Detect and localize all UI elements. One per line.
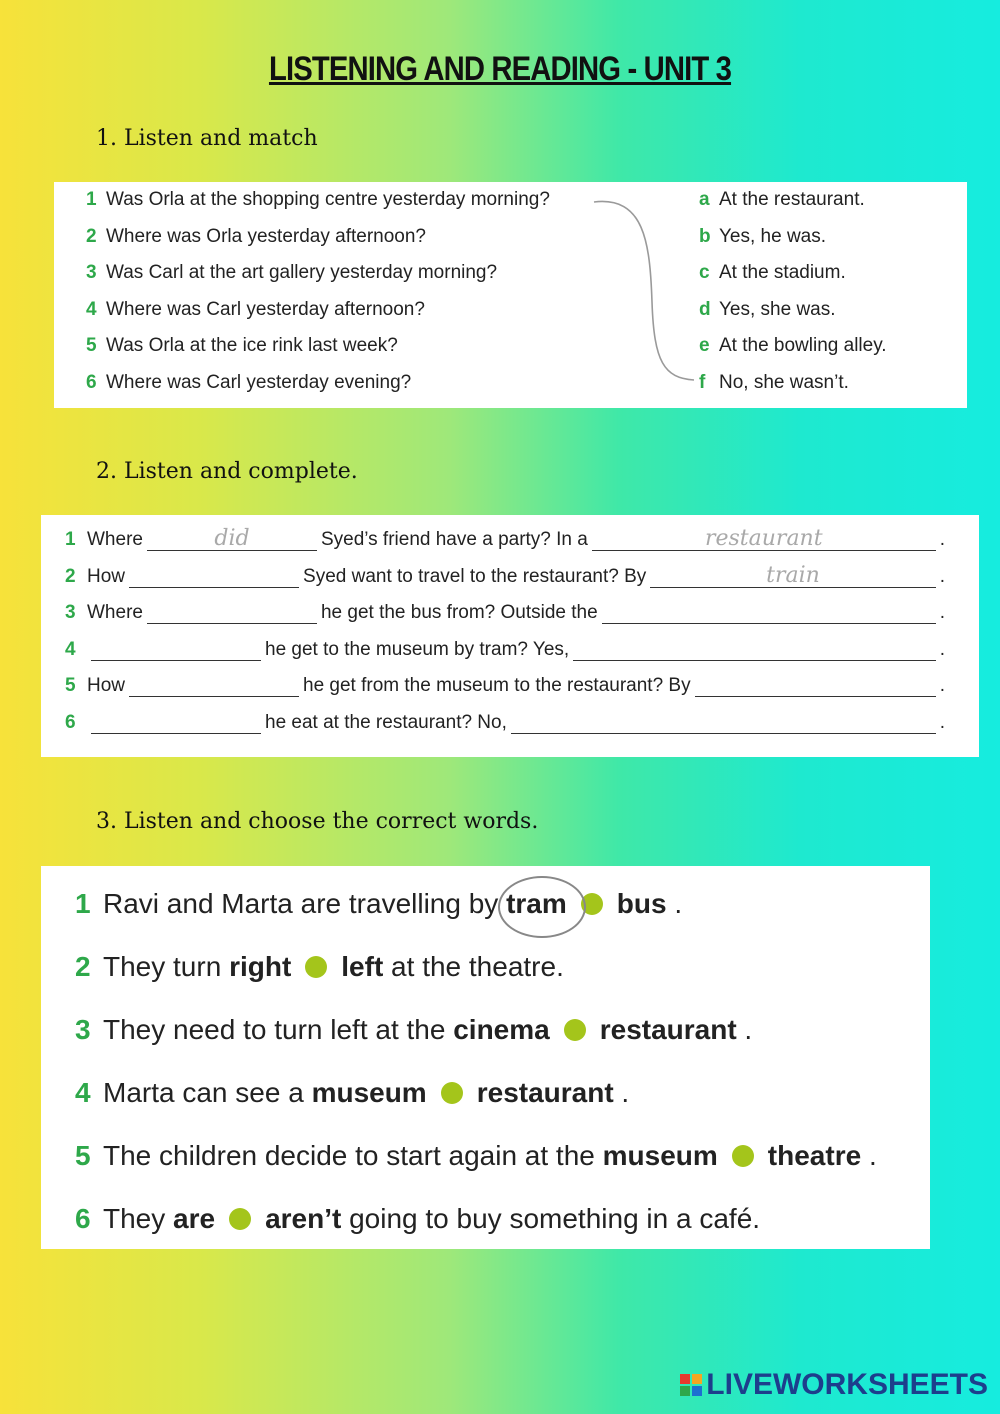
row-number: 4 bbox=[65, 638, 76, 660]
option-1[interactable]: museum bbox=[602, 1140, 718, 1171]
question-text: Where was Carl yesterday evening? bbox=[106, 371, 412, 393]
answer-blank-1[interactable] bbox=[91, 640, 261, 661]
answer-letter: e bbox=[699, 335, 710, 356]
separator-dot bbox=[441, 1082, 463, 1104]
section3-heading: 3. Listen and choose the correct words. bbox=[96, 809, 539, 834]
row-number: 1 bbox=[65, 529, 76, 550]
row-period: . bbox=[939, 638, 945, 660]
answer-blank-2[interactable] bbox=[592, 526, 936, 551]
logo-icon bbox=[680, 1374, 702, 1396]
sentence-start: Ravi and Marta are travelling by bbox=[103, 888, 507, 919]
answer-text: At the stadium. bbox=[719, 262, 846, 283]
complete-row bbox=[65, 712, 945, 734]
match-question bbox=[86, 189, 550, 211]
sentence-start: The children decide to start again at the bbox=[103, 1140, 603, 1171]
option-2[interactable]: aren’t bbox=[265, 1203, 342, 1234]
choose-row bbox=[75, 1203, 760, 1235]
match-answer[interactable] bbox=[699, 226, 826, 248]
answer-letter: b bbox=[699, 225, 711, 247]
row-number: 1 bbox=[75, 888, 91, 919]
answer-letter: a bbox=[699, 189, 710, 210]
option-2[interactable]: left bbox=[341, 951, 384, 982]
row-number: 5 bbox=[75, 1140, 91, 1171]
answer-letter: d bbox=[699, 298, 711, 320]
answer-blank-2[interactable] bbox=[511, 713, 936, 734]
row-text: he get to the museum by tram? Yes, bbox=[265, 638, 570, 660]
sentence-end: . bbox=[666, 888, 683, 919]
liveworksheets-logo bbox=[680, 1368, 988, 1402]
separator-dot bbox=[564, 1019, 586, 1041]
sentence-start: They need to turn left at the bbox=[103, 1014, 454, 1045]
question-text: Was Orla at the ice rink last week? bbox=[106, 335, 398, 356]
row-number: 5 bbox=[65, 675, 76, 696]
answer-blank-1[interactable] bbox=[91, 713, 261, 734]
sentence-end: at the theatre. bbox=[383, 951, 564, 982]
row-word: Where bbox=[87, 602, 143, 623]
row-text: Syed want to travel to the restaurant? By bbox=[303, 565, 647, 587]
separator-dot bbox=[305, 956, 327, 978]
answer-blank-2[interactable] bbox=[602, 603, 936, 624]
handwritten-answer: restaurant bbox=[704, 526, 823, 551]
answer-blank-1[interactable] bbox=[147, 526, 317, 551]
answer-blank-2[interactable] bbox=[573, 640, 936, 661]
question-number: 2 bbox=[86, 225, 97, 247]
match-answer[interactable] bbox=[699, 335, 887, 357]
sentence-end: going to buy something in a café. bbox=[341, 1203, 761, 1234]
option-1[interactable]: cinema bbox=[453, 1014, 550, 1045]
answer-blank-1[interactable] bbox=[129, 676, 299, 697]
section2-heading: 2. Listen and complete. bbox=[96, 459, 358, 484]
complete-row bbox=[65, 526, 945, 551]
match-question bbox=[86, 372, 411, 394]
match-answer[interactable] bbox=[699, 262, 846, 284]
row-period: . bbox=[939, 602, 945, 623]
option-2[interactable]: bus bbox=[616, 888, 667, 919]
complete-row bbox=[65, 562, 945, 588]
handwritten-answer: train bbox=[766, 562, 820, 588]
match-question bbox=[86, 226, 426, 248]
match-question bbox=[86, 335, 398, 357]
question-text: Was Orla at the shopping centre yesterday morning? bbox=[106, 189, 550, 210]
question-text: Where was Carl yesterday afternoon? bbox=[106, 298, 425, 320]
row-period: . bbox=[939, 529, 945, 550]
row-number: 6 bbox=[75, 1203, 91, 1234]
row-text: Syed’s friend have a party? In a bbox=[320, 529, 588, 550]
row-word: Where bbox=[87, 529, 143, 550]
row-text: he eat at the restaurant? No, bbox=[265, 711, 507, 733]
option-1[interactable]: museum bbox=[311, 1077, 427, 1108]
handwritten-answer: did bbox=[214, 526, 250, 551]
choose-box bbox=[41, 866, 930, 1249]
choose-row bbox=[75, 1140, 877, 1172]
question-text: Was Carl at the art gallery yesterday morning? bbox=[106, 262, 498, 283]
option-1[interactable]: tram bbox=[506, 888, 567, 919]
sentence-start: They turn bbox=[103, 951, 230, 982]
match-box bbox=[54, 182, 967, 408]
option-1[interactable]: are bbox=[173, 1203, 216, 1234]
answer-blank-2[interactable] bbox=[695, 676, 936, 697]
option-2[interactable]: restaurant bbox=[599, 1014, 737, 1045]
separator-dot bbox=[229, 1208, 251, 1230]
match-answer[interactable] bbox=[699, 189, 865, 211]
row-word: How bbox=[87, 675, 126, 696]
question-number: 1 bbox=[86, 189, 97, 210]
question-number: 3 bbox=[86, 262, 97, 283]
choose-row bbox=[75, 951, 564, 983]
question-text: Where was Orla yesterday afternoon? bbox=[106, 225, 426, 247]
row-period: . bbox=[939, 711, 945, 733]
answer-text: At the bowling alley. bbox=[719, 335, 887, 356]
match-question bbox=[86, 299, 425, 321]
option-1[interactable]: right bbox=[229, 951, 292, 982]
row-number: 3 bbox=[75, 1014, 91, 1045]
match-question bbox=[86, 262, 497, 284]
answer-letter: c bbox=[699, 262, 710, 283]
separator-dot bbox=[732, 1145, 754, 1167]
section1-heading: 1. Listen and match bbox=[96, 126, 318, 151]
sentence-end: . bbox=[861, 1140, 877, 1171]
row-word: How bbox=[87, 565, 126, 587]
choose-row bbox=[75, 888, 682, 920]
complete-box bbox=[41, 515, 979, 757]
sentence-end: . bbox=[613, 1077, 630, 1108]
answer-letter: f bbox=[699, 371, 706, 393]
page-title: LISTENING AND READING - UNIT 3 bbox=[268, 50, 732, 88]
answer-blank-1[interactable] bbox=[129, 567, 299, 588]
answer-blank-2[interactable] bbox=[650, 562, 935, 588]
option-2[interactable]: theatre bbox=[767, 1140, 862, 1171]
option-2[interactable]: restaurant bbox=[476, 1077, 614, 1108]
answer-text: Yes, she was. bbox=[719, 298, 836, 320]
choose-row bbox=[75, 1077, 629, 1109]
row-period: . bbox=[939, 565, 945, 587]
answer-text: Yes, he was. bbox=[719, 225, 827, 247]
row-number: 2 bbox=[65, 565, 76, 587]
row-number: 4 bbox=[75, 1077, 91, 1108]
question-number: 5 bbox=[86, 335, 97, 356]
match-answer[interactable] bbox=[699, 372, 849, 394]
complete-row bbox=[65, 602, 945, 624]
sentence-end: . bbox=[736, 1014, 753, 1045]
answer-text: At the restaurant. bbox=[719, 189, 865, 210]
row-text: he get from the museum to the restaurant? By bbox=[303, 675, 691, 696]
question-number: 6 bbox=[86, 371, 97, 393]
row-text: he get the bus from? Outside the bbox=[320, 602, 598, 623]
choose-row bbox=[75, 1014, 752, 1046]
complete-row bbox=[65, 675, 945, 697]
question-number: 4 bbox=[86, 298, 97, 320]
row-number: 3 bbox=[65, 602, 76, 623]
answer-blank-1[interactable] bbox=[147, 603, 317, 624]
sentence-start: They bbox=[103, 1203, 174, 1234]
answer-text: No, she wasn’t. bbox=[719, 371, 849, 393]
complete-row bbox=[65, 639, 945, 661]
match-answer[interactable] bbox=[699, 299, 836, 321]
row-number: 2 bbox=[75, 951, 91, 982]
logo-text: LIVEWORKSHEETS bbox=[706, 1368, 988, 1401]
row-period: . bbox=[939, 675, 945, 696]
sentence-start: Marta can see a bbox=[103, 1077, 312, 1108]
row-number: 6 bbox=[65, 711, 76, 733]
